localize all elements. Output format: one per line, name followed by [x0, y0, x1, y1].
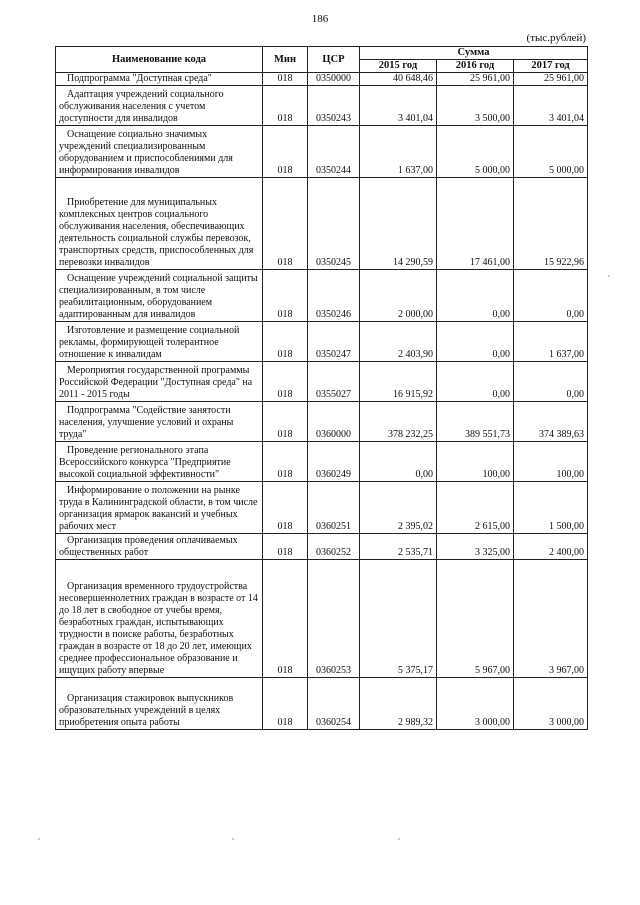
row-min: 018 [263, 442, 308, 482]
row-2016: 0,00 [437, 270, 514, 322]
table-row [56, 73, 588, 86]
scan-speck [398, 838, 400, 840]
header-sum: Сумма [360, 47, 588, 60]
row-name: Приобретение для муниципальных комплексных центров социального обслуживания населения, обеспечивающих деятельность социальной службы перевозок, транспортных средств, приспособленных для перевозки инвалидов [56, 178, 263, 270]
row-2016: 3 000,00 [437, 678, 514, 730]
row-csr: 0355027 [308, 362, 360, 402]
table-row [56, 560, 588, 678]
table-row [56, 402, 588, 442]
row-2016: 25 961,00 [437, 73, 514, 86]
row-2017: 2 400,00 [514, 534, 588, 560]
table-row [56, 270, 588, 322]
table-row [56, 678, 588, 730]
row-csr: 0360252 [308, 534, 360, 560]
row-2015: 3 401,04 [360, 86, 437, 126]
table-row [56, 178, 588, 270]
row-name: Информирование о положении на рынке труда в Калининградской области, в том числе организация ярмарок вакансий и учебных рабочих мест [56, 482, 263, 534]
row-2017: 100,00 [514, 442, 588, 482]
row-2017: 1 500,00 [514, 482, 588, 534]
row-2015: 378 232,25 [360, 402, 437, 442]
row-min: 018 [263, 534, 308, 560]
row-csr: 0360253 [308, 560, 360, 678]
row-2017: 374 389,63 [514, 402, 588, 442]
row-2016: 100,00 [437, 442, 514, 482]
table-row [56, 442, 588, 482]
row-2016: 3 500,00 [437, 86, 514, 126]
table-row [56, 86, 588, 126]
row-min: 018 [263, 86, 308, 126]
row-min: 018 [263, 678, 308, 730]
header-row [56, 47, 588, 60]
row-min: 018 [263, 73, 308, 86]
row-csr: 0350000 [308, 73, 360, 86]
row-2016: 0,00 [437, 362, 514, 402]
row-csr: 0360000 [308, 402, 360, 442]
header-name: Наименование кода [56, 47, 263, 73]
row-2015: 0,00 [360, 442, 437, 482]
header-2016: 2016 год [437, 60, 514, 73]
row-csr: 0350247 [308, 322, 360, 362]
row-min: 018 [263, 402, 308, 442]
header-2017: 2017 год [514, 60, 588, 73]
header-2015: 2015 год [360, 60, 437, 73]
table-row [56, 534, 588, 560]
row-2015: 16 915,92 [360, 362, 437, 402]
scan-speck [38, 838, 40, 840]
row-2015: 2 989,32 [360, 678, 437, 730]
row-csr: 0350243 [308, 86, 360, 126]
row-2015: 2 000,00 [360, 270, 437, 322]
row-2017: 3 000,00 [514, 678, 588, 730]
row-min: 018 [263, 482, 308, 534]
table-row [56, 126, 588, 178]
row-name: Проведение регионального этапа Всероссийского конкурса "Предприятие высокой социальной эффективности" [56, 442, 263, 482]
budget-table [55, 46, 588, 730]
row-2017: 0,00 [514, 362, 588, 402]
page-number: 186 [311, 13, 329, 25]
scan-speck [608, 275, 610, 277]
row-name: Мероприятия государственной программы Российской Федерации "Доступная среда" на 2011 - 2015 годы [56, 362, 263, 402]
row-2015: 14 290,59 [360, 178, 437, 270]
row-min: 018 [263, 362, 308, 402]
row-name: Подпрограмма "Содействие занятости населения, улучшение условий и охраны труда" [56, 402, 263, 442]
row-2016: 389 551,73 [437, 402, 514, 442]
row-2017: 0,00 [514, 270, 588, 322]
row-min: 018 [263, 322, 308, 362]
row-name: Изготовление и размещение социальной рекламы, формирующей толерантное отношение к инвалидам [56, 322, 263, 362]
header-csr: ЦСР [308, 47, 360, 73]
row-name: Оснащение социально значимых учреждений специализированным оборудованием и приспособлениями для информирования инвалидов [56, 126, 263, 178]
row-csr: 0360251 [308, 482, 360, 534]
row-2015: 1 637,00 [360, 126, 437, 178]
row-csr: 0350244 [308, 126, 360, 178]
row-2015: 5 375,17 [360, 560, 437, 678]
row-csr: 0350245 [308, 178, 360, 270]
row-2016: 3 325,00 [437, 534, 514, 560]
units-label: (тыс.рублей) [526, 32, 586, 44]
header-min: Мин [263, 47, 308, 73]
row-csr: 0350246 [308, 270, 360, 322]
table-row [56, 322, 588, 362]
row-2015: 2 395,02 [360, 482, 437, 534]
table-row [56, 482, 588, 534]
row-csr: 0360249 [308, 442, 360, 482]
row-2017: 3 401,04 [514, 86, 588, 126]
row-2015: 2 535,71 [360, 534, 437, 560]
row-name: Организация проведения оплачиваемых общественных работ [56, 534, 263, 560]
row-name: Организация стажировок выпускников образовательных учреждений в целях приобретения опыта работы [56, 678, 263, 730]
row-min: 018 [263, 178, 308, 270]
row-min: 018 [263, 560, 308, 678]
row-2017: 25 961,00 [514, 73, 588, 86]
row-2017: 1 637,00 [514, 322, 588, 362]
row-name: Организация временного трудоустройства несовершеннолетних граждан в возрасте от 14 до 18 лет в свободное от учебы время, безработных граждан, испытывающих трудности в поиске работы, безработных граждан в возрасте от 18 до 20 лет, имеющих среднее профессиональное образование и ищущих работу впервые [56, 560, 263, 678]
scan-speck [232, 838, 234, 840]
row-2017: 15 922,96 [514, 178, 588, 270]
row-min: 018 [263, 270, 308, 322]
row-2015: 2 403,90 [360, 322, 437, 362]
row-2015: 40 648,46 [360, 73, 437, 86]
row-csr: 0360254 [308, 678, 360, 730]
row-name: Оснащение учреждений социальной защиты специализированным, в том числе реабилитационным, оборудованием адаптированным для инвалидов [56, 270, 263, 322]
row-2017: 3 967,00 [514, 560, 588, 678]
row-name: Подпрограмма "Доступная среда" [56, 73, 263, 86]
row-2017: 5 000,00 [514, 126, 588, 178]
row-min: 018 [263, 126, 308, 178]
row-2016: 17 461,00 [437, 178, 514, 270]
row-2016: 0,00 [437, 322, 514, 362]
row-2016: 5 000,00 [437, 126, 514, 178]
table-row [56, 362, 588, 402]
row-name: Адаптация учреждений социального обслуживания населения с учетом доступности для инвалидов [56, 86, 263, 126]
row-2016: 5 967,00 [437, 560, 514, 678]
row-2016: 2 615,00 [437, 482, 514, 534]
